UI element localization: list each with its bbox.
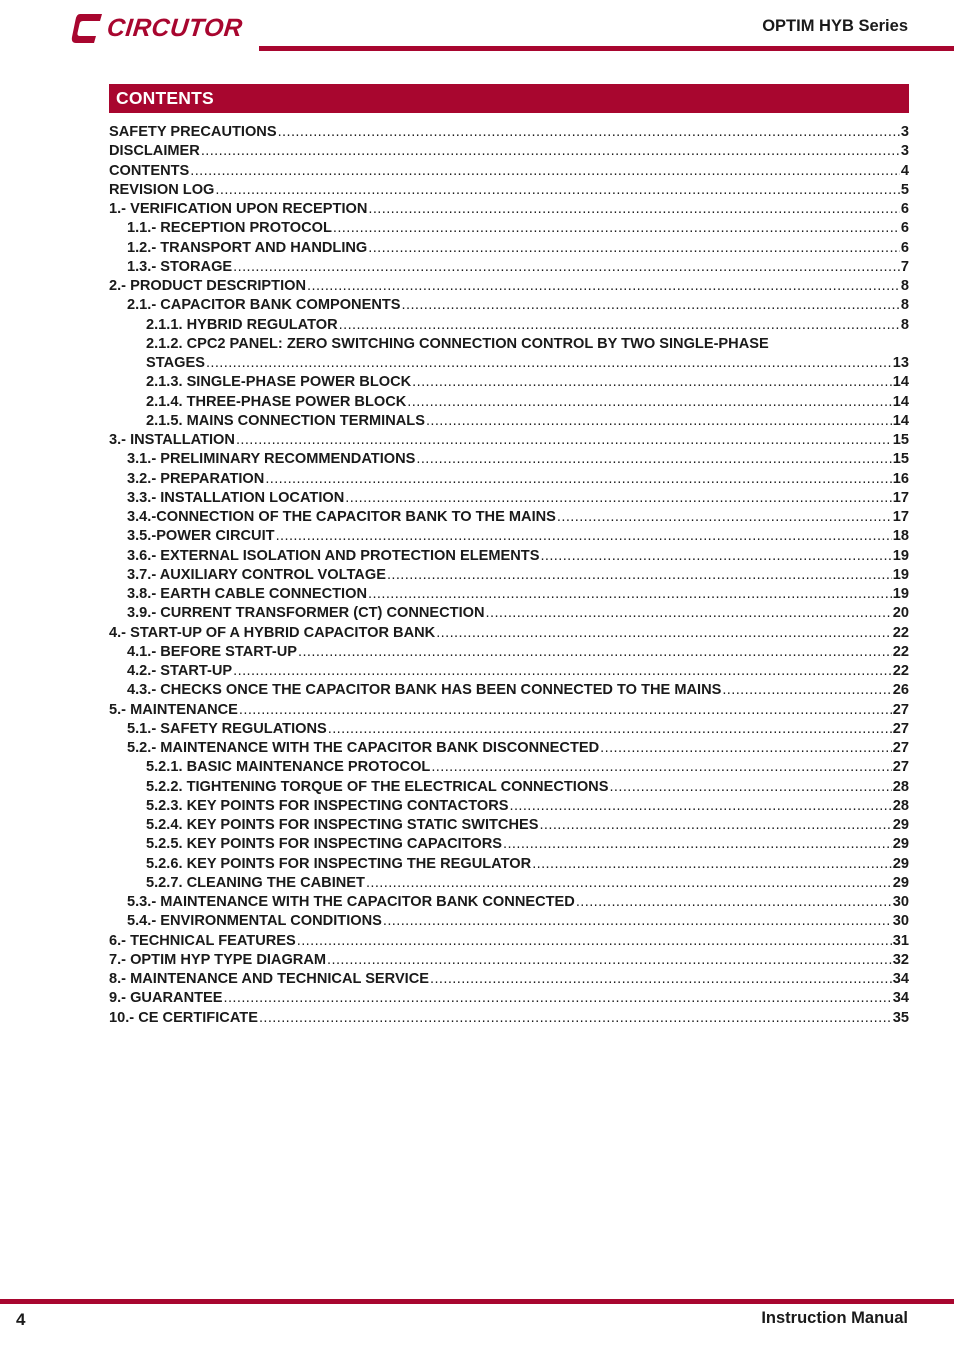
toc-leader-dots — [297, 932, 892, 951]
toc-entry[interactable] — [109, 835, 909, 854]
toc-leader-dots — [236, 431, 892, 450]
toc-entry-label: 3.8.- EARTH CABLE CONNECTION — [127, 586, 367, 602]
toc-leader-dots — [190, 162, 900, 181]
toc-entry[interactable] — [109, 739, 909, 758]
toc-leader-dots — [233, 258, 900, 277]
toc-entry-page: 8 — [900, 278, 909, 294]
toc-entry-page: 6 — [900, 239, 909, 256]
toc-entry[interactable] — [109, 527, 909, 546]
footer-divider — [0, 1299, 954, 1304]
toc-entry-label: 2.1.4. THREE-PHASE POWER BLOCK — [146, 393, 407, 410]
toc-entry[interactable] — [109, 893, 909, 912]
toc-entry[interactable] — [109, 335, 909, 354]
toc-entry[interactable] — [109, 681, 909, 700]
toc-entry[interactable] — [109, 547, 909, 566]
toc-leader-dots — [328, 720, 892, 739]
toc-leader-dots — [368, 585, 892, 604]
toc-entry[interactable] — [109, 624, 909, 643]
toc-leader-dots — [206, 354, 892, 373]
toc-entry-page: 22 — [892, 663, 909, 679]
toc-entry-label: 1.2.- TRANSPORT AND HANDLING — [127, 239, 368, 256]
toc-entry-label: 5.2.6. KEY POINTS FOR INSPECTING THE REGULATOR — [146, 855, 532, 872]
toc-entry-page: 3 — [900, 143, 909, 160]
toc-entry[interactable] — [109, 316, 909, 335]
toc-leader-dots — [416, 450, 891, 469]
toc-leader-dots — [259, 1009, 892, 1028]
toc-entry-page: 30 — [892, 894, 909, 910]
toc-leader-dots — [503, 835, 892, 854]
toc-entry-page: 4 — [900, 162, 909, 179]
toc-entry[interactable] — [109, 181, 909, 200]
toc-leader-dots — [532, 855, 892, 874]
toc-entry-label: REVISION LOG — [109, 181, 215, 198]
toc-entry[interactable] — [109, 566, 909, 585]
toc-leader-dots — [509, 797, 891, 816]
toc-entry[interactable] — [109, 951, 909, 970]
toc-entry-page: 3 — [900, 124, 909, 140]
page-header — [0, 0, 954, 60]
contents-heading-bar — [109, 84, 909, 113]
toc-leader-dots — [600, 739, 892, 758]
toc-entry-label: 2.- PRODUCT DESCRIPTION — [109, 278, 307, 294]
toc-entry-label: 6.- TECHNICAL FEATURES — [109, 932, 296, 949]
toc-entry-label: 3.3.- INSTALLATION LOCATION — [127, 489, 345, 506]
toc-entry-label: 2.1.- CAPACITOR BANK COMPONENTS — [127, 297, 401, 314]
toc-entry-page: 6 — [900, 201, 909, 217]
toc-entry-page: 17 — [892, 489, 909, 506]
toc-entry-page: 14 — [892, 393, 909, 410]
toc-leader-dots — [368, 200, 899, 219]
toc-leader-dots — [201, 142, 900, 161]
toc-entry[interactable] — [109, 1009, 909, 1028]
toc-entry-page: 15 — [892, 432, 909, 448]
toc-entry-page: 29 — [892, 836, 909, 853]
toc-entry[interactable] — [109, 816, 909, 835]
toc-entry-label: SAFETY PRECAUTIONS — [109, 124, 277, 140]
toc-entry-label: 5.3.- MAINTENANCE WITH THE CAPACITOR BANK CONNECTED — [127, 894, 575, 910]
toc-entry-page: 27 — [892, 701, 909, 718]
toc-entry[interactable] — [109, 431, 909, 450]
toc-entry-page: 32 — [892, 951, 909, 968]
toc-entry-label: 1.1.- RECEPTION PROTOCOL — [127, 220, 332, 237]
header-divider — [259, 46, 954, 51]
toc-entry-page: 29 — [892, 855, 909, 872]
toc-leader-dots — [278, 123, 900, 142]
toc-leader-dots — [265, 470, 891, 489]
toc-entry-page: 17 — [892, 509, 909, 525]
toc-entry[interactable] — [109, 489, 909, 508]
toc-leader-dots — [402, 296, 900, 315]
toc-entry-page: 29 — [892, 817, 909, 833]
toc-entry-label: 5.2.2. TIGHTENING TORQUE OF THE ELECTRICAL CONNECTIONS — [146, 778, 609, 795]
toc-entry[interactable] — [109, 662, 909, 681]
toc-entry-label: 3.5.-POWER CIRCUIT — [127, 528, 275, 545]
toc-leader-dots — [722, 681, 891, 700]
toc-leader-dots — [430, 970, 892, 989]
toc-entry-page: 22 — [892, 643, 909, 660]
toc-leader-dots — [333, 219, 900, 238]
toc-entry-label: 2.1.1. HYBRID REGULATOR — [146, 316, 338, 333]
toc-entry-page: 14 — [892, 374, 909, 391]
toc-entry-label: 5.2.5. KEY POINTS FOR INSPECTING CAPACITORS — [146, 836, 502, 853]
toc-entry-label: 5.4.- ENVIRONMENTAL CONDITIONS — [127, 913, 382, 930]
toc-entry-label: 4.1.- BEFORE START-UP — [127, 643, 298, 660]
toc-entry[interactable] — [109, 393, 909, 412]
toc-entry-label: 3.- INSTALLATION — [109, 432, 235, 448]
toc-entry-label: 1.- VERIFICATION UPON RECEPTION — [109, 201, 368, 217]
toc-leader-dots — [298, 643, 892, 662]
toc-entry[interactable] — [109, 585, 909, 604]
toc-entry-label: 7.- OPTIM HYP TYPE DIAGRAM — [109, 951, 327, 968]
toc-leader-dots — [276, 527, 892, 546]
toc-entry-page: 28 — [892, 797, 909, 814]
toc-entry-page: 31 — [892, 932, 909, 949]
toc-entry-page: 5 — [900, 181, 909, 198]
toc-entry-label: 3.1.- PRELIMINARY RECOMMENDATIONS — [127, 451, 416, 468]
toc-entry[interactable] — [109, 373, 909, 392]
toc-entry-page: 35 — [892, 1009, 909, 1026]
toc-entry[interactable] — [109, 296, 909, 315]
toc-entry-page: 22 — [892, 624, 909, 641]
toc-leader-dots — [539, 816, 891, 835]
toc-entry[interactable] — [109, 354, 909, 373]
toc-entry-label: 8.- MAINTENANCE AND TECHNICAL SERVICE — [109, 971, 430, 987]
toc-entry[interactable] — [109, 855, 909, 874]
toc-leader-dots — [383, 912, 892, 931]
toc-leader-dots — [412, 373, 892, 392]
toc-entry[interactable] — [109, 450, 909, 469]
toc-leader-dots — [233, 662, 892, 681]
toc-entry-label: 2.1.2. CPC2 PANEL: ZERO SWITCHING CONNECTION CONTROL BY TWO SINGLE-PHASE — [146, 335, 769, 352]
toc-entry[interactable] — [109, 277, 909, 296]
toc-entry-page: 29 — [892, 874, 909, 891]
toc-entry-page: 20 — [892, 605, 909, 622]
toc-entry[interactable] — [109, 162, 909, 181]
toc-entry-page: 27 — [892, 720, 909, 737]
toc-entry-label: 5.2.1. BASIC MAINTENANCE PROTOCOL — [146, 759, 431, 776]
toc-entry-page: 19 — [892, 586, 909, 602]
toc-entry-label: 5.- MAINTENANCE — [109, 701, 238, 718]
toc-leader-dots — [366, 874, 892, 893]
toc-entry[interactable] — [109, 219, 909, 238]
toc-entry-label: DISCLAIMER — [109, 143, 200, 160]
toc-entry-page: 30 — [892, 913, 909, 930]
toc-entry[interactable] — [109, 701, 909, 720]
toc-entry-label: 5.2.3. KEY POINTS FOR INSPECTING CONTACTORS — [146, 797, 509, 814]
toc-entry-label: 5.2.4. KEY POINTS FOR INSPECTING STATIC SWITCHES — [146, 817, 539, 833]
toc-entry[interactable] — [109, 508, 909, 527]
toc-entry-label: 9.- GUARANTEE — [109, 990, 223, 1007]
toc-leader-dots — [327, 951, 892, 970]
toc-entry[interactable] — [109, 932, 909, 951]
page-number: 4 — [16, 1310, 26, 1329]
toc-entry-label: 4.- START-UP OF A HYBRID CAPACITOR BANK — [109, 624, 436, 641]
toc-leader-dots — [239, 701, 892, 720]
toc-entry-page: 19 — [892, 566, 909, 583]
toc-leader-dots — [431, 758, 891, 777]
toc-leader-dots — [224, 989, 892, 1008]
toc-entry[interactable] — [109, 604, 909, 623]
toc-entry-label: 3.6.- EXTERNAL ISOLATION AND PROTECTION ELEMENTS — [127, 547, 540, 564]
toc-entry-page: 34 — [892, 971, 909, 987]
toc-entry-label: 4.2.- START-UP — [127, 663, 233, 679]
toc-entry[interactable] — [109, 643, 909, 662]
toc-entry[interactable] — [109, 758, 909, 777]
toc-entry[interactable] — [109, 258, 909, 277]
toc-entry[interactable] — [109, 470, 909, 489]
toc-entry[interactable] — [109, 797, 909, 816]
toc-entry-label: 10.- CE CERTIFICATE — [109, 1009, 258, 1026]
toc-entry-label: 3.4.-CONNECTION OF THE CAPACITOR BANK TO THE MAINS — [127, 509, 556, 525]
brand-logo — [71, 12, 245, 44]
toc-entry[interactable] — [109, 239, 909, 258]
toc-leader-dots — [339, 316, 900, 335]
toc-entry[interactable] — [109, 142, 909, 161]
toc-entry-page: 16 — [892, 470, 909, 487]
toc-leader-dots — [307, 277, 900, 296]
toc-leader-dots — [557, 508, 892, 527]
toc-entry-label: 5.2.- MAINTENANCE WITH THE CAPACITOR BANK DISCONNECTED — [127, 740, 600, 756]
toc-leader-dots — [368, 239, 900, 258]
brand-name: CIRCUTOR — [105, 13, 245, 42]
toc-entry-label: CONTENTS — [109, 162, 190, 179]
toc-entry-label: STAGES — [146, 355, 205, 371]
toc-entry[interactable] — [109, 989, 909, 1008]
toc-leader-dots — [407, 393, 891, 412]
toc-entry[interactable] — [109, 912, 909, 931]
toc-entry-page: 27 — [892, 740, 909, 756]
toc-leader-dots — [486, 604, 892, 623]
toc-entry-page: 34 — [892, 990, 909, 1007]
toc-leader-dots — [609, 778, 891, 797]
toc-entry-page: 18 — [892, 528, 909, 545]
toc-entry-label: 2.1.5. MAINS CONNECTION TERMINALS — [146, 412, 425, 429]
toc-entry-page: 8 — [900, 316, 909, 333]
toc-entry[interactable] — [109, 778, 909, 797]
contents-heading: CONTENTS — [116, 88, 214, 108]
toc-entry-label: 3.2.- PREPARATION — [127, 470, 265, 487]
toc-entry-page: 19 — [892, 547, 909, 564]
toc-entry-label: 1.3.- STORAGE — [127, 258, 233, 275]
toc-entry-label: 5.2.7. CLEANING THE CABINET — [146, 874, 365, 891]
toc-entry-label: 2.1.3. SINGLE-PHASE POWER BLOCK — [146, 374, 412, 391]
toc-leader-dots — [540, 547, 891, 566]
toc-leader-dots — [345, 489, 891, 508]
toc-leader-dots — [215, 181, 899, 200]
toc-entry-label: 3.7.- AUXILIARY CONTROL VOLTAGE — [127, 566, 386, 583]
toc-entry-label: 5.1.- SAFETY REGULATIONS — [127, 720, 327, 737]
toc-entry-page: 7 — [900, 258, 909, 275]
toc-entry-page: 27 — [892, 759, 909, 776]
toc-entry[interactable] — [109, 874, 909, 893]
toc-entry-page: 15 — [892, 451, 909, 468]
toc-entry[interactable] — [109, 412, 909, 431]
table-of-contents — [109, 123, 909, 1028]
manual-title: Instruction Manual — [761, 1309, 908, 1327]
toc-leader-dots — [426, 412, 892, 431]
toc-entry[interactable] — [109, 200, 909, 219]
toc-entry-page: 26 — [892, 682, 909, 699]
toc-entry-page: 8 — [900, 297, 909, 314]
circutor-logo-icon — [71, 12, 104, 44]
toc-leader-dots — [436, 624, 892, 643]
toc-entry-page: 14 — [892, 412, 909, 429]
toc-entry[interactable] — [109, 123, 909, 142]
toc-leader-dots — [387, 566, 892, 585]
toc-entry-page: 6 — [900, 220, 909, 237]
toc-entry[interactable] — [109, 720, 909, 739]
toc-entry-label: 3.9.- CURRENT TRANSFORMER (CT) CONNECTION — [127, 605, 485, 622]
toc-entry-label: 4.3.- CHECKS ONCE THE CAPACITOR BANK HAS BEEN CONNECTED TO THE MAINS — [127, 682, 722, 699]
toc-entry-page: 28 — [892, 778, 909, 795]
toc-entry[interactable] — [109, 970, 909, 989]
toc-entry-page: 13 — [892, 355, 909, 371]
series-title: OPTIM HYB Series — [762, 17, 908, 35]
toc-leader-dots — [576, 893, 892, 912]
